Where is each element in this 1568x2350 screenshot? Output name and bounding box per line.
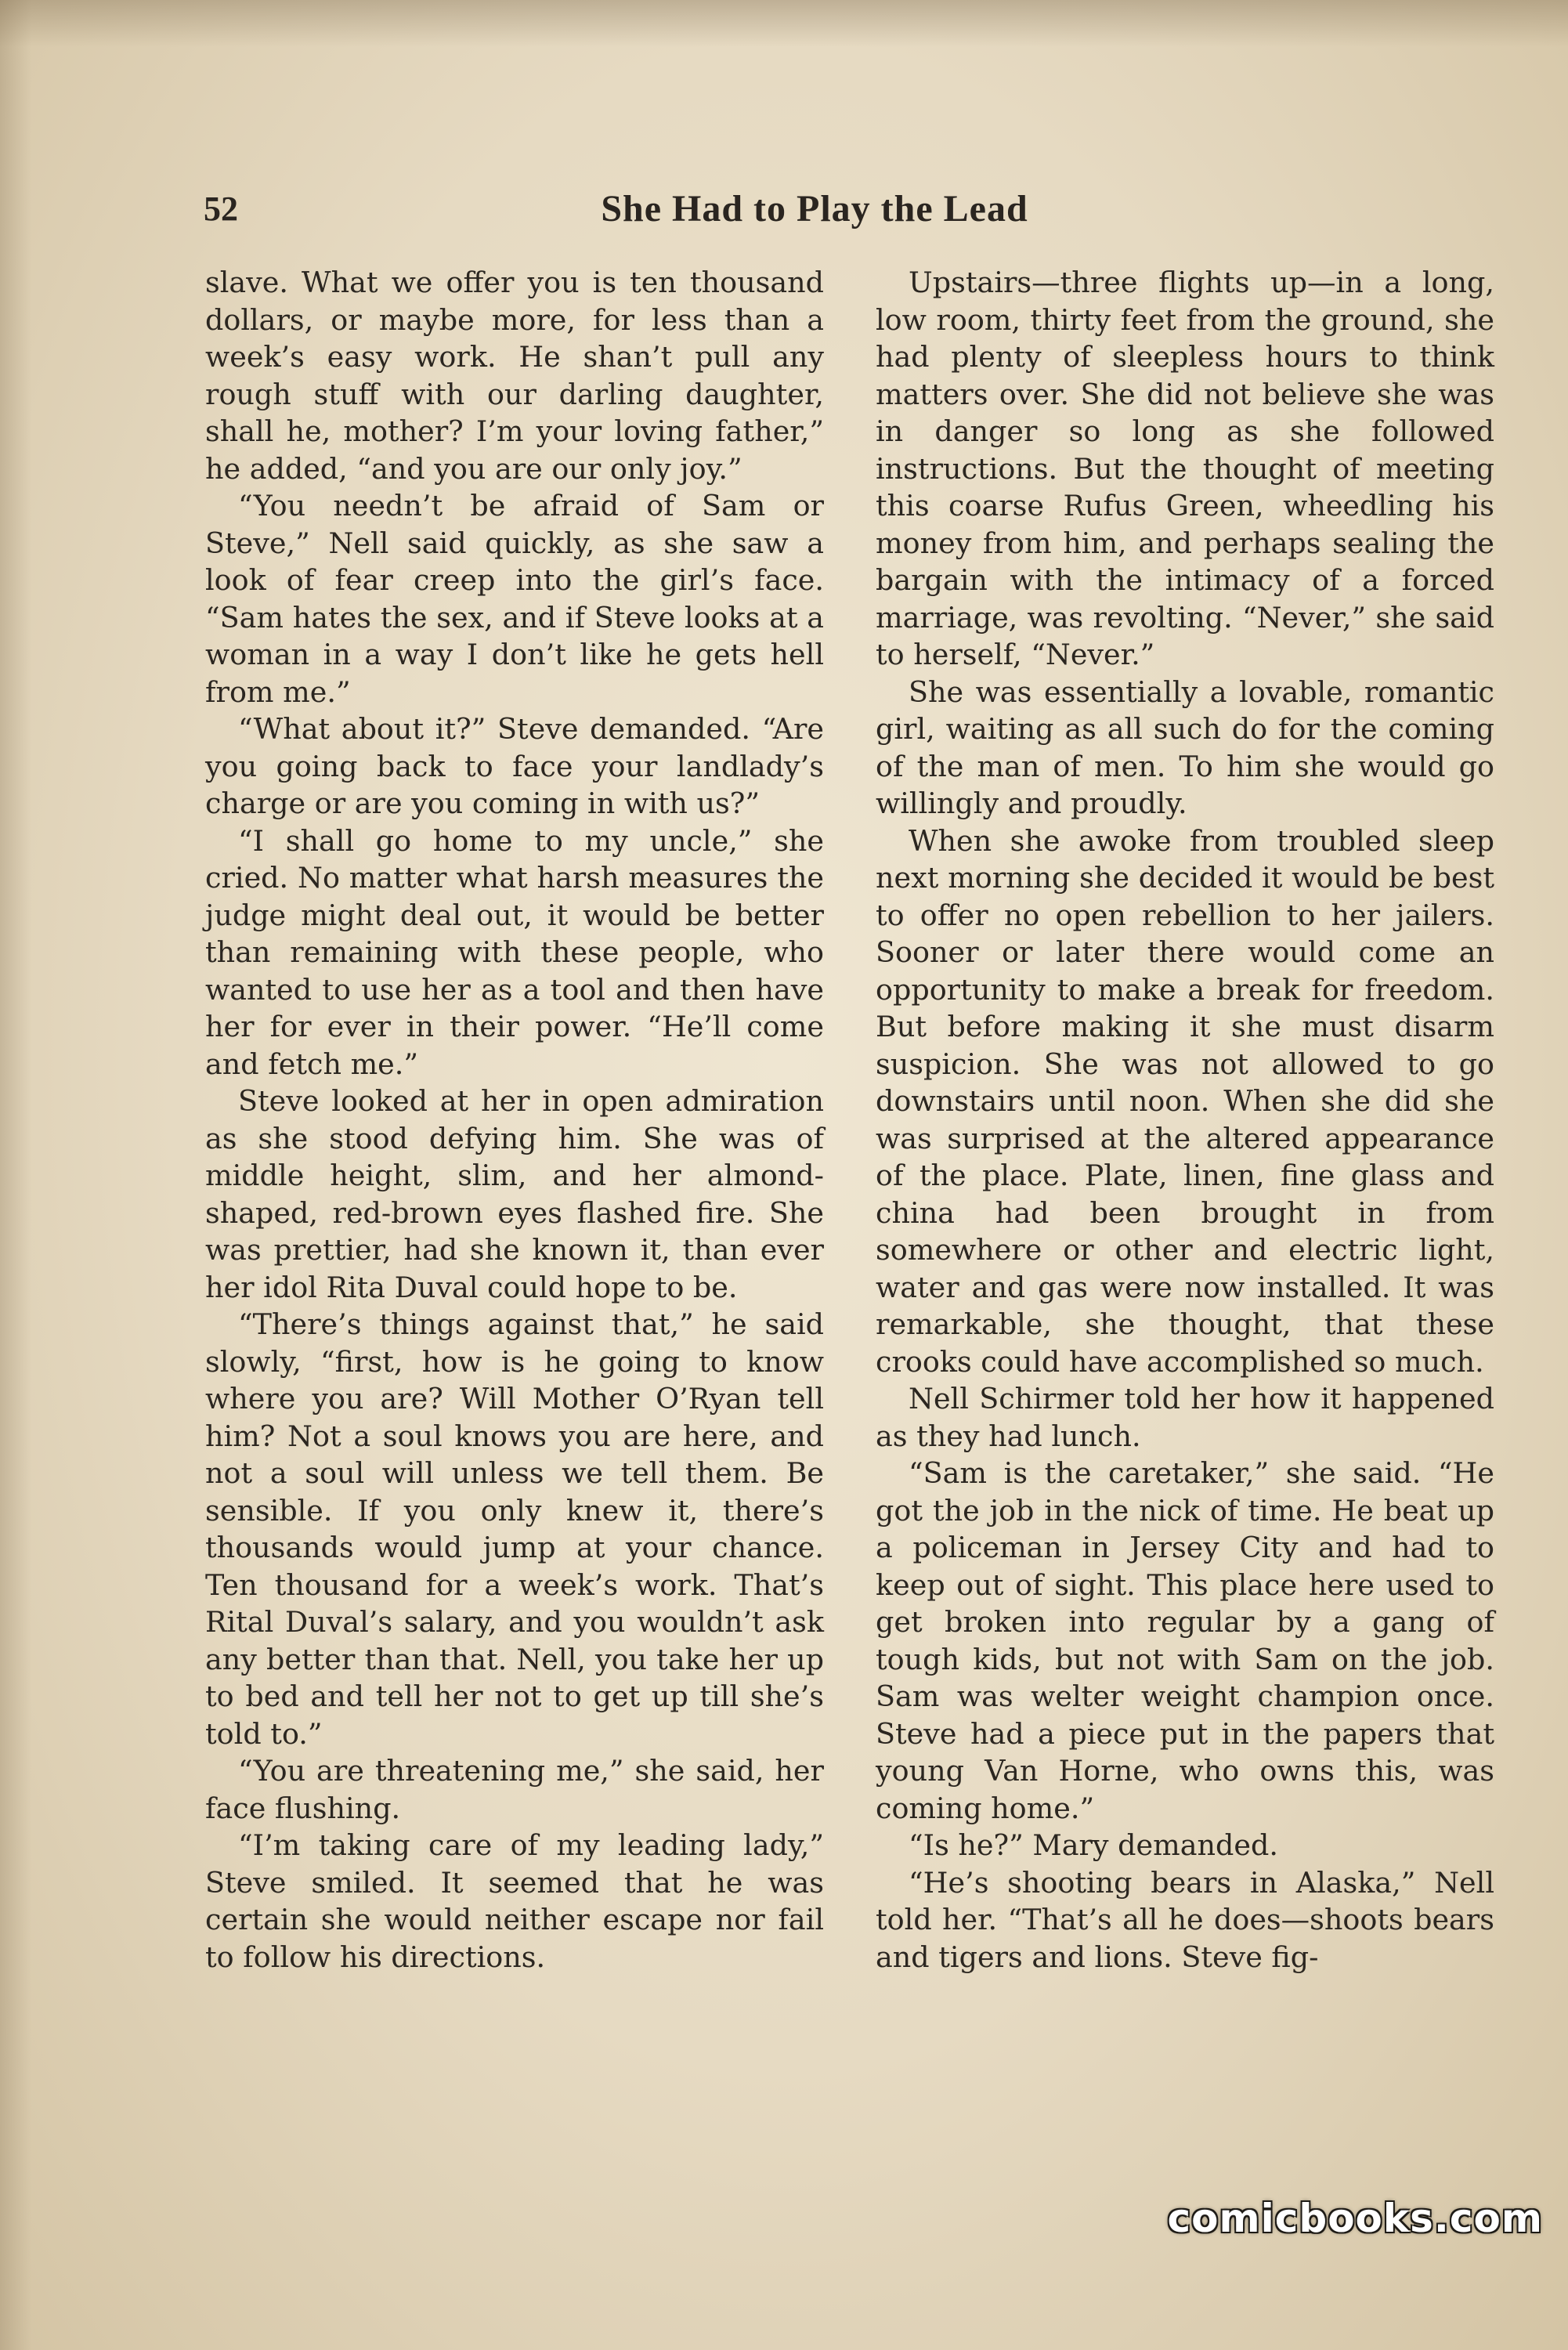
- paragraph: Nell Schirmer told her how it happened as they had lunch.: [876, 1382, 1494, 1453]
- right-column: [876, 264, 1494, 1976]
- paragraph: Upstairs—three flights up—in a long, low room, thirty feet from the ground, she had plenty of sleepless hours to think matters over. She did not believe she was in danger so long as she followed instructions. But the thought of meeting this coarse Rufus Green, wheedling his money from him, and perhaps sealing the bargain with the intimacy of a forced marriage, was revolting. “Never,” she said to herself, “Never.”: [876, 266, 1494, 671]
- paragraph: “He’s shooting bears in Alaska,” Nell told her. “That’s all he does—shoots bears and tigers and lions. Steve fig-: [876, 1865, 1494, 1974]
- paragraph: She was essentially a lovable, romantic girl, waiting as all such do for the coming of the man of men. To him she would go willingly and proudly.: [876, 674, 1494, 820]
- paragraph: “You are threatening me,” she said, her face flushing.: [205, 1754, 824, 1825]
- paragraph: “Sam is the caretaker,” she said. “He got the job in the nick of time. He beat up a policeman in Jersey City and had to keep out of sight. This place here used to get broken into regular by a gang of tough kids, but not with Sam on the job. Sam was welter weight champion once. Steve had a piece put in the papers that young Van Horne, who owns this, was coming home.”: [876, 1456, 1494, 1825]
- paragraph: “I’m taking care of my leading lady,” Steve smiled. It seemed that he was certain she would neither escape nor fail to follow his directions.: [205, 1828, 824, 1974]
- site-watermark: comicbooks.com: [1167, 2196, 1543, 2241]
- running-title: She Had to Play the Lead: [601, 188, 1028, 230]
- left-column: [205, 264, 824, 1976]
- paragraph: “What about it?” Steve demanded. “Are you going back to face your landlady’s charge or are you coming in with us?”: [205, 712, 824, 820]
- page-edge-shadow-left: [0, 0, 31, 2350]
- paragraph: “I shall go home to my uncle,” she cried. No matter what harsh measures the judge might deal out, it would be better than remaining with these people, who wanted to use her as a tool and then have her for ever in their power. “He’ll come and fetch me.”: [205, 823, 824, 1081]
- paragraph: slave. What we offer you is ten thousand dollars, or maybe more, for less than a week’s easy work. He shan’t pull any rough stuff with our darling daughter, shall he, mother? I’m your loving father,” he added, “and you are our only joy.”: [205, 266, 824, 486]
- page-header: [204, 182, 1425, 237]
- page-edge-shadow-top: [0, 0, 1568, 47]
- paragraph: When she awoke from troubled sleep next morning she decided it would be best to offer no open rebellion to her jailers. Sooner or later there would come an opportunity to make a break for freedom. But before making it she must disarm suspicion. She was not allowed to go downstairs until noon. When she did she was surprised at the altered appearance of the place. Plate, linen, fine glass and china had been brought in from somewhere or other and electric light, water and gas were now installed. It was remarkable, she thought, that these crooks could have accomplished so much.: [876, 823, 1494, 1379]
- page-number: 52: [204, 190, 238, 228]
- paragraph: “There’s things against that,” he said slowly, “first, how is he going to know where you are? Will Mother O’Ryan tell him? Not a soul knows you are here, and not a soul will unless we tell them. Be sensible. If you only knew it, there’s thousands would jump at your chance. Ten thousand for a week’s work. That’s Rital Duval’s salary, and you wouldn’t ask any better than that. Nell, you take her up to bed and tell her not to get up till she’s told to.”: [205, 1307, 824, 1751]
- paragraph: Steve looked at her in open admiration as she stood defying him. She was of middle height, slim, and her almond-shaped, red-brown eyes flashed fire. She was prettier, had she known it, than ever her idol Rita Duval could hope to be.: [205, 1084, 824, 1304]
- paragraph: “You needn’t be afraid of Sam or Steve,” Nell said quickly, as she saw a look of fear creep into the girl’s face. “Sam hates the sex, and if Steve looks at a woman in a way I don’t like he gets hell from me.”: [205, 489, 824, 709]
- paragraph: “Is he?” Mary demanded.: [909, 1828, 1278, 1862]
